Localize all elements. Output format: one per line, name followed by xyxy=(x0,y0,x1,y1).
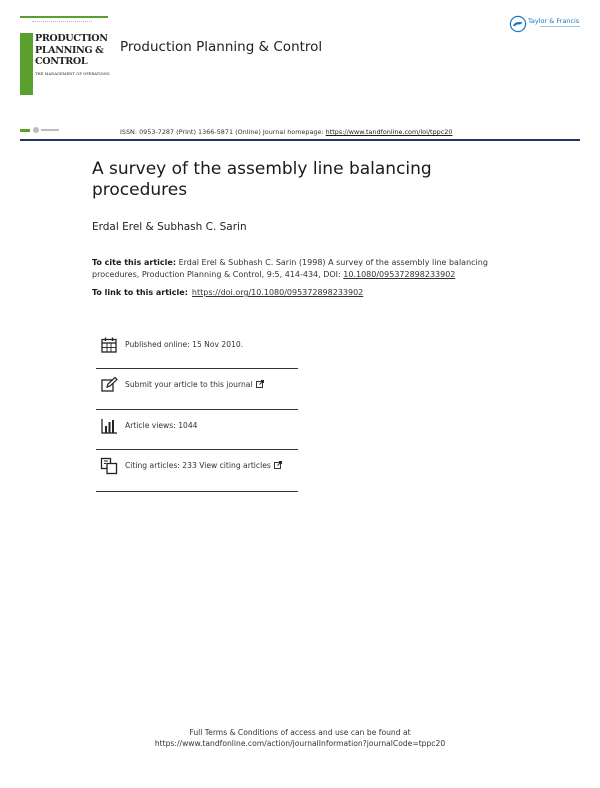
cover-micro-text xyxy=(32,21,92,24)
article-authors: Erdal Erel & Subhash C. Sarin xyxy=(92,221,247,233)
link-line xyxy=(92,288,363,297)
info-divider xyxy=(96,491,298,492)
footer-terms-link[interactable]: https://www.tandfonline.com/action/journalInformation?journalCode=tppc20 xyxy=(154,739,446,748)
info-divider xyxy=(96,449,298,450)
cover-title-line: PLANNING & xyxy=(35,44,104,56)
info-divider xyxy=(96,409,298,410)
publisher-logo xyxy=(509,15,584,35)
article-views-text: Article views: 1044 xyxy=(125,421,198,430)
small-logo-bar xyxy=(20,129,30,132)
publisher-tagline xyxy=(540,26,580,27)
calendar-icon xyxy=(100,336,118,354)
cover-top-line xyxy=(20,16,108,18)
edit-icon xyxy=(100,376,118,394)
citation-block xyxy=(92,257,522,280)
publisher-logo-icon xyxy=(509,15,527,33)
external-link-icon xyxy=(256,380,264,388)
small-logo-text xyxy=(41,129,59,131)
journal-homepage-link[interactable]: https://www.tandfonline.com/loi/tppc20 xyxy=(325,128,453,136)
issn-line xyxy=(120,128,452,136)
citing-articles-link[interactable] xyxy=(125,461,282,470)
footer-terms-text: Full Terms & Conditions of access and use can be found at xyxy=(189,728,411,737)
link-label: To link to this article: xyxy=(92,288,188,297)
footer xyxy=(0,727,600,749)
bar-chart-icon xyxy=(100,417,118,435)
submit-article-text[interactable]: Submit your article to this journal xyxy=(125,380,253,389)
small-journal-logo xyxy=(20,127,60,133)
citing-articles-text[interactable]: Citing articles: 233 View citing articles xyxy=(125,461,271,470)
cover-title-line: CONTROL xyxy=(35,56,88,67)
cover-subtitle: THE MANAGEMENT OF OPERATIONS xyxy=(35,72,110,76)
doi-link[interactable]: 10.1080/095372898233902 xyxy=(343,269,456,279)
submit-article-link[interactable] xyxy=(125,380,264,389)
info-divider xyxy=(96,368,298,369)
article-doi-link[interactable]: https://doi.org/10.1080/095372898233902 xyxy=(191,288,364,297)
issn-text: ISSN: 0953-7287 (Print) 1366-5871 (Online) Journal homepage: xyxy=(120,128,326,136)
cover-green-bar xyxy=(20,33,33,95)
published-online-text: Published online: 15 Nov 2010. xyxy=(125,340,244,349)
cite-text: Erdal Erel & Subhash C. Sarin (1998) A survey of the assembly line balancing procedures, Production Planning & Control, 9:5, 414-434, DOI: xyxy=(92,258,488,279)
cover-title xyxy=(35,33,108,68)
small-logo-circle xyxy=(33,127,39,133)
citing-articles-icon xyxy=(100,457,118,475)
journal-cover-logo xyxy=(20,16,108,82)
external-link-icon xyxy=(274,461,282,469)
cite-label: To cite this article: xyxy=(92,258,177,267)
header-rule xyxy=(20,139,580,141)
publisher-name: Taylor & Francis xyxy=(528,17,580,25)
journal-name: Production Planning & Control xyxy=(120,39,323,55)
cover-title-line: PRODUCTION xyxy=(35,33,108,44)
article-title: A survey of the assembly line balancing procedures xyxy=(92,159,432,200)
